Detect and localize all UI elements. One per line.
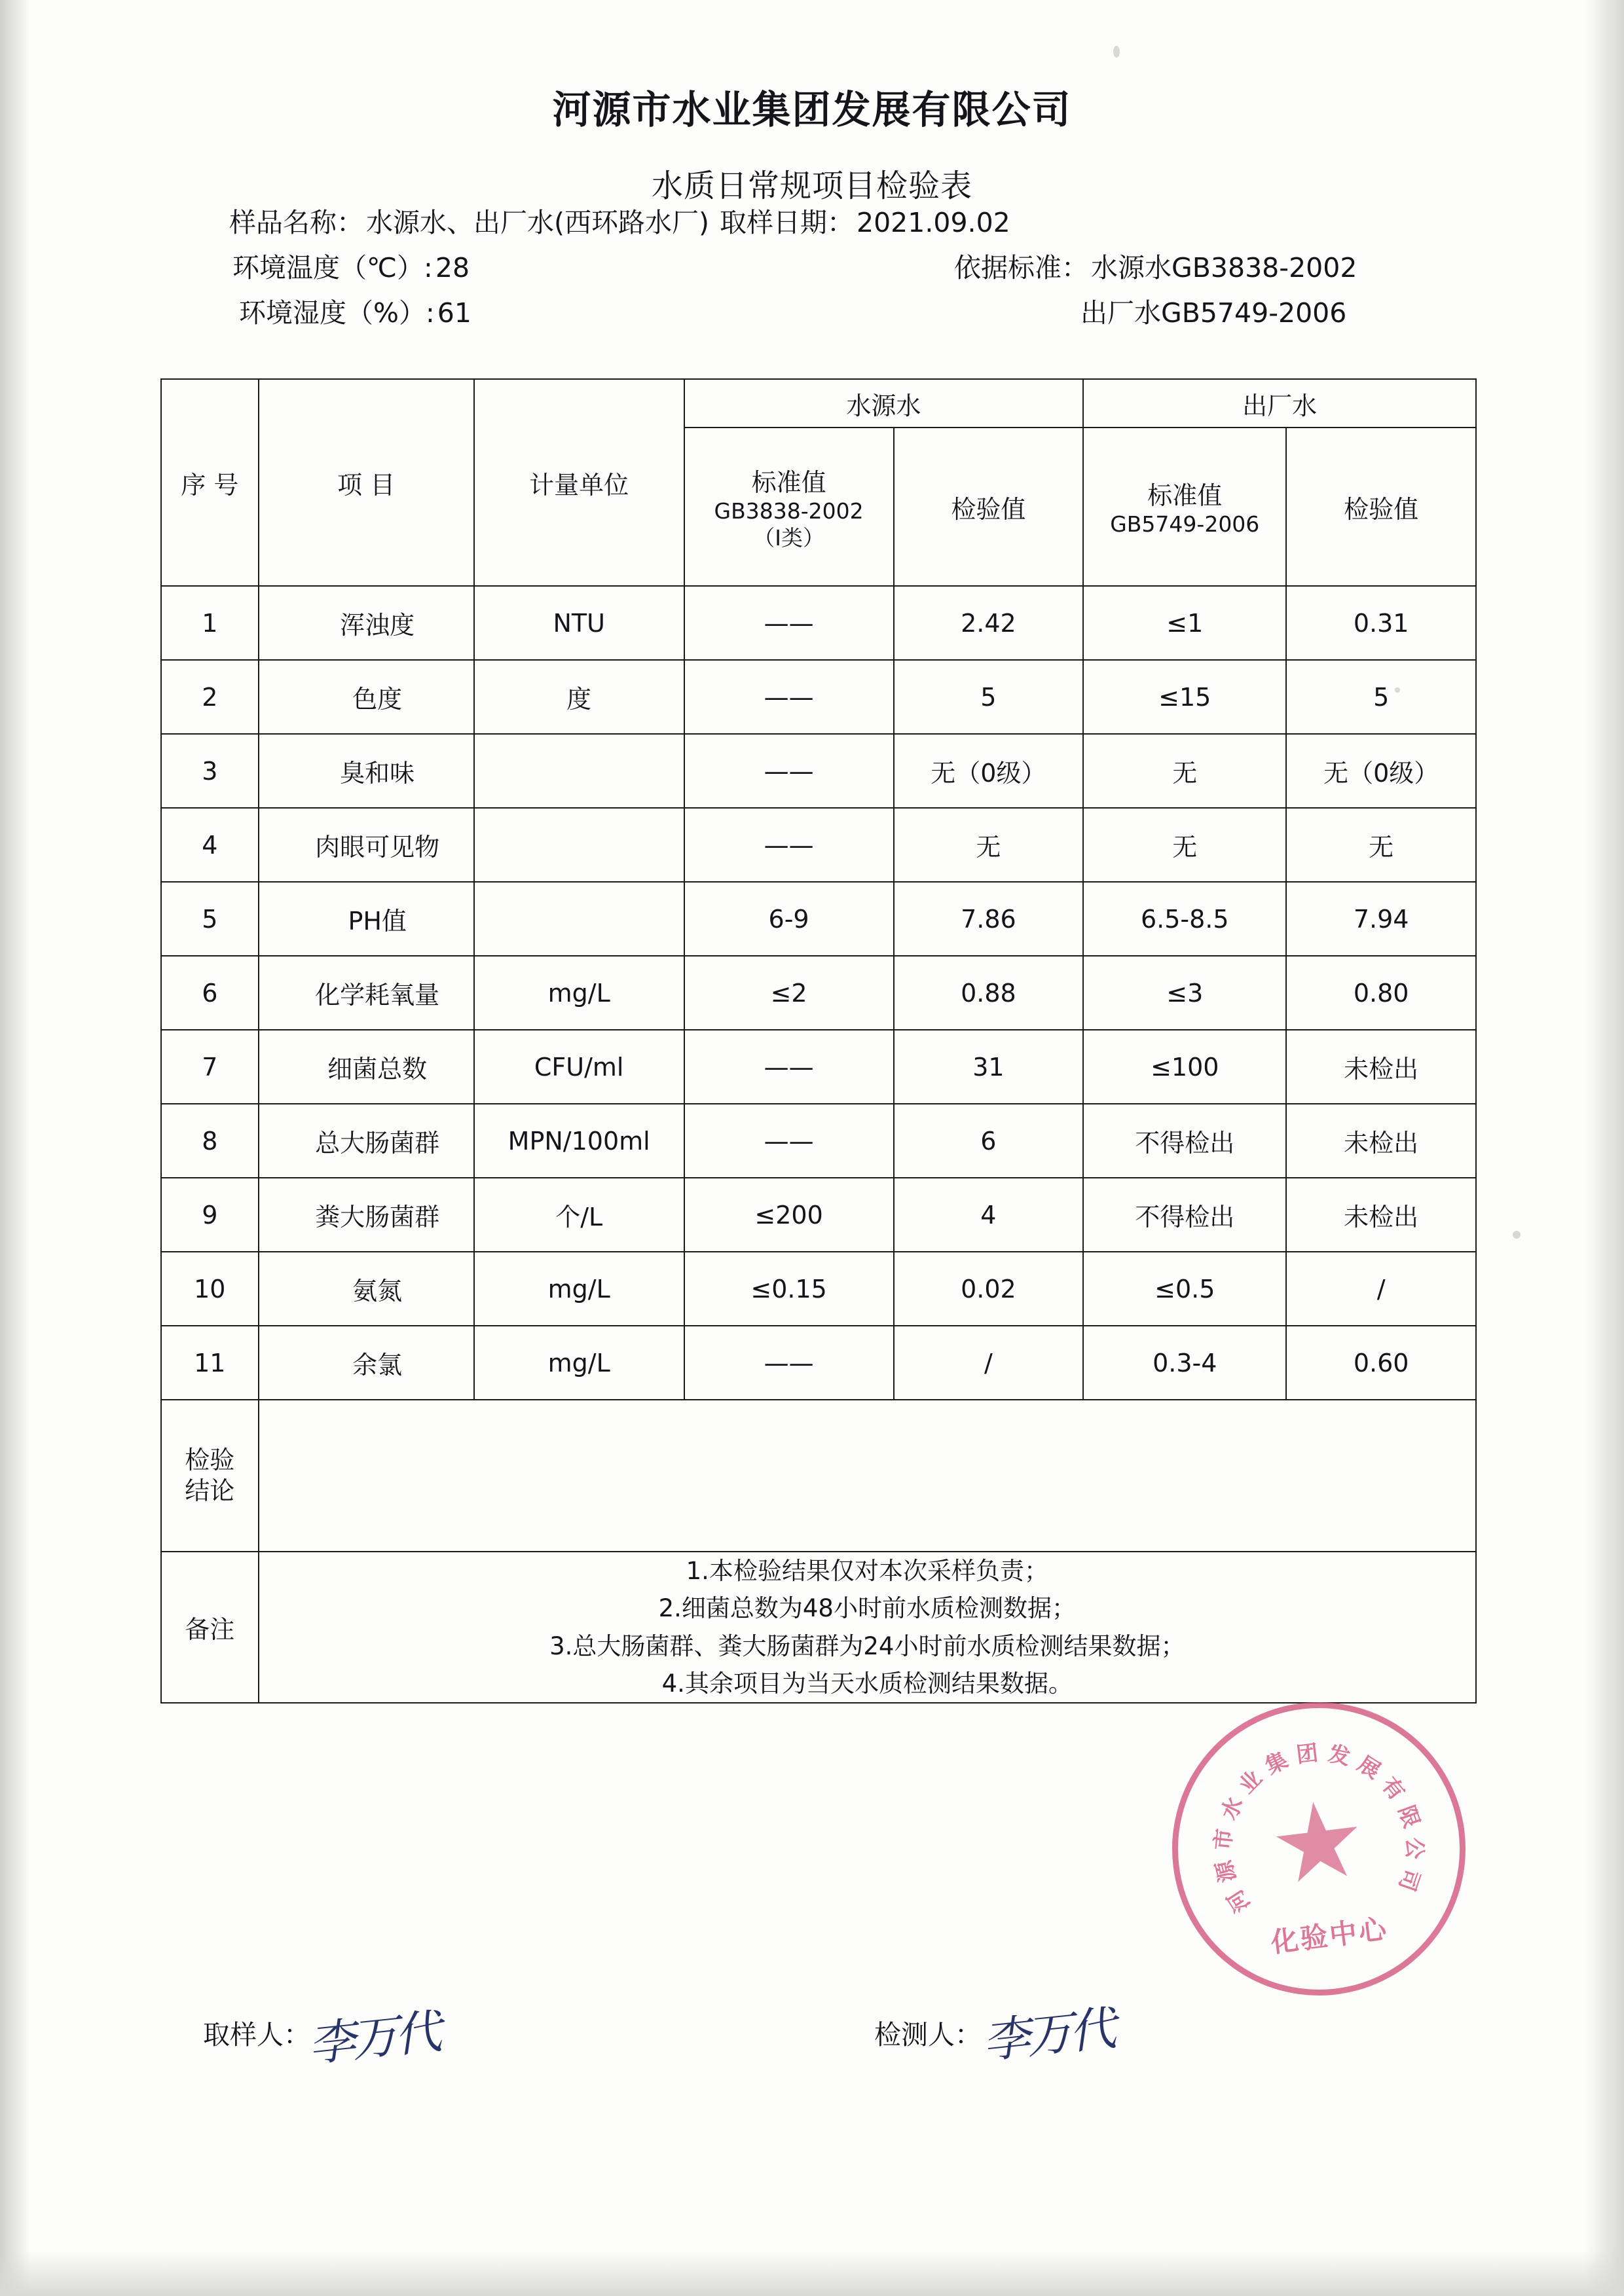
cell-val-plant: 无: [1286, 808, 1476, 882]
standard-label: 依据标准：: [954, 252, 1089, 283]
humidity-value: 61: [437, 297, 471, 329]
cell-val-plant: 0.60: [1286, 1326, 1476, 1400]
cell-no: 11: [161, 1326, 259, 1400]
cell-std-source: ——: [684, 734, 894, 808]
cell-val-source: 0.02: [894, 1252, 1084, 1326]
official-stamp: [1155, 1685, 1482, 2012]
cell-std-source: ≤0.15: [684, 1252, 894, 1326]
cell-std-source: ——: [684, 808, 894, 882]
cell-no: 2: [161, 660, 259, 734]
remark-line: 3.总大肠菌群、粪大肠菌群为24小时前水质检测结果数据；: [549, 1631, 1185, 1660]
table-row: [161, 734, 1476, 808]
cell-std-plant: 6.5-8.5: [1083, 882, 1286, 956]
sampling-date-value: 2021.09.02: [857, 207, 1010, 238]
cell-std-plant: ≤1: [1083, 586, 1286, 660]
table-row: [161, 1252, 1476, 1326]
table-row: [161, 586, 1476, 660]
cell-std-plant: 无: [1083, 734, 1286, 808]
sampling-date-label: 取样日期：: [720, 207, 854, 238]
company-title: 河源市水业集团发展有限公司: [552, 87, 1072, 132]
cell-std-source: ——: [684, 586, 894, 660]
header-std-plant-line1: 标准值: [1147, 481, 1223, 511]
cell-no: 7: [161, 1030, 259, 1104]
sample-name-label: 样品名称：: [229, 207, 363, 238]
table-row: [161, 1178, 1476, 1252]
cell-std-source: ≤200: [684, 1178, 894, 1252]
cell-item: PH值: [259, 882, 474, 956]
cell-val-plant: 7.94: [1286, 882, 1476, 956]
cell-val-source: 7.86: [894, 882, 1084, 956]
cell-val-plant: 5: [1286, 660, 1476, 734]
cell-unit: [474, 882, 684, 956]
cell-std-plant: 不得检出: [1083, 1104, 1286, 1178]
header-item: 项 目: [259, 379, 474, 586]
tester-label: 检测人：: [874, 2019, 982, 2050]
cell-item: 色度: [259, 660, 474, 734]
cell-std-plant: 不得检出: [1083, 1178, 1286, 1252]
table-row: [161, 1104, 1476, 1178]
cell-item: 余氯: [259, 1326, 474, 1400]
cell-std-plant: ≤0.5: [1083, 1252, 1286, 1326]
tester-signature: 李万代: [980, 2000, 1115, 2069]
remark-line: 4.其余项目为当天水质检测结果数据。: [661, 1669, 1073, 1698]
cell-unit: mg/L: [474, 1252, 684, 1326]
water-quality-table: [160, 378, 1477, 1704]
cell-no: 3: [161, 734, 259, 808]
report-meta: [216, 207, 1460, 345]
ambient-temp-value: 28: [435, 252, 470, 283]
cell-std-source: ——: [684, 1030, 894, 1104]
meta-row-temperature: [216, 252, 1460, 283]
cell-unit: [474, 808, 684, 882]
cell-unit: CFU/ml: [474, 1030, 684, 1104]
cell-item: 细菌总数: [259, 1030, 474, 1104]
scan-speck: [1513, 1231, 1521, 1239]
table-row: [161, 956, 1476, 1030]
stamp-center-text: 化验中心: [1268, 1912, 1390, 1959]
cell-unit: mg/L: [474, 956, 684, 1030]
scan-edge-right: [1585, 0, 1624, 2296]
conclusion-label-line1: 检验: [185, 1445, 235, 1474]
cell-item: 粪大肠菌群: [259, 1178, 474, 1252]
header-no: 序 号: [161, 379, 259, 586]
cell-unit: [474, 734, 684, 808]
table-row: [161, 660, 1476, 734]
cell-val-plant: 未检出: [1286, 1178, 1476, 1252]
stamp-ring-text: 河 源 市 水 业 集 团 发 展 有 限 公 司: [1209, 1740, 1428, 1918]
cell-val-source: 无: [894, 808, 1084, 882]
cell-no: 4: [161, 808, 259, 882]
conclusion-label-line2: 结论: [185, 1476, 235, 1505]
cell-std-plant: ≤3: [1083, 956, 1286, 1030]
table-row: [161, 1326, 1476, 1400]
cell-val-source: 无（0级）: [894, 734, 1084, 808]
cell-item: 总大肠菌群: [259, 1104, 474, 1178]
sample-name-value: 水源水、出厂水(西环路水厂): [366, 207, 709, 238]
cell-val-plant: 0.31: [1286, 586, 1476, 660]
cell-item: 化学耗氧量: [259, 956, 474, 1030]
cell-item: 臭和味: [259, 734, 474, 808]
cell-no: 6: [161, 956, 259, 1030]
cell-unit: 度: [474, 660, 684, 734]
scan-speck: [1113, 46, 1120, 58]
table-row: [161, 808, 1476, 882]
cell-std-source: ——: [684, 660, 894, 734]
cell-std-source: 6-9: [684, 882, 894, 956]
cell-std-plant: 0.3-4: [1083, 1326, 1286, 1400]
remark-row: [161, 1552, 1476, 1703]
meta-row-sample: [216, 207, 1460, 238]
header-std-source-line1: 标准值: [751, 468, 826, 498]
cell-item: 肉眼可见物: [259, 808, 474, 882]
scan-edge-left: [0, 0, 30, 2296]
remark-line: 2.细菌总数为48小时前水质检测数据；: [658, 1594, 1076, 1623]
header-std-plant-line2: GB5749-2006: [1110, 511, 1260, 538]
header-std-plant: [1083, 428, 1286, 586]
cell-val-source: 31: [894, 1030, 1084, 1104]
cell-no: 5: [161, 882, 259, 956]
remark-body: [259, 1552, 1476, 1703]
humidity-label: 环境湿度（%）:: [239, 297, 435, 329]
scan-edge-bottom: [0, 2250, 1624, 2296]
cell-unit: mg/L: [474, 1326, 684, 1400]
cell-std-source: ——: [684, 1326, 894, 1400]
header-std-source-line3: （Ⅰ类）: [753, 524, 824, 551]
cell-val-plant: 未检出: [1286, 1030, 1476, 1104]
header-group-source-water: 水源水: [684, 379, 1084, 428]
cell-val-source: 6: [894, 1104, 1084, 1178]
conclusion-row: [161, 1400, 1476, 1552]
cell-val-source: 5: [894, 660, 1084, 734]
cell-val-plant: 未检出: [1286, 1104, 1476, 1178]
header-val-plant: 检验值: [1286, 428, 1476, 586]
conclusion-label: [161, 1400, 259, 1552]
header-std-source-line2: GB3838-2002: [714, 498, 864, 524]
header-unit: 计量单位: [474, 379, 684, 586]
header-std-source: [684, 428, 894, 586]
cell-unit: NTU: [474, 586, 684, 660]
cell-item: 浑浊度: [259, 586, 474, 660]
table-row: [161, 882, 1476, 956]
cell-std-plant: ≤15: [1083, 660, 1286, 734]
cell-no: 8: [161, 1104, 259, 1178]
sampler-label: 取样人：: [203, 2019, 310, 2050]
cell-std-source: ≤2: [684, 956, 894, 1030]
cell-std-source: ——: [684, 1104, 894, 1178]
cell-no: 10: [161, 1252, 259, 1326]
table-row: [161, 1030, 1476, 1104]
cell-val-plant: 无（0级）: [1286, 734, 1476, 808]
cell-val-source: 2.42: [894, 586, 1084, 660]
cell-val-source: 4: [894, 1178, 1084, 1252]
standard-value-plant: 出厂水GB5749-2006: [1080, 297, 1347, 329]
cell-no: 9: [161, 1178, 259, 1252]
standard-value-source: 水源水GB3838-2002: [1091, 252, 1357, 283]
cell-std-plant: 无: [1083, 808, 1286, 882]
conclusion-value: [259, 1400, 1476, 1552]
cell-unit: 个/L: [474, 1178, 684, 1252]
cell-no: 1: [161, 586, 259, 660]
cell-val-source: 0.88: [894, 956, 1084, 1030]
remark-label: 备注: [161, 1552, 259, 1703]
cell-std-plant: ≤100: [1083, 1030, 1286, 1104]
meta-row-humidity: [216, 297, 1460, 329]
cell-val-plant: /: [1286, 1252, 1476, 1326]
table-group-header-row: [161, 379, 1476, 428]
cell-item: 氨氮: [259, 1252, 474, 1326]
sampler-signature: 李万代: [305, 2003, 441, 2073]
report-title: 水质日常规项目检验表: [651, 168, 972, 204]
cell-val-source: /: [894, 1326, 1084, 1400]
remark-line: 1.本检验结果仅对本次采样负责；: [686, 1557, 1048, 1585]
ambient-temp-label: 环境温度（℃）:: [232, 252, 433, 283]
cell-val-plant: 0.80: [1286, 956, 1476, 1030]
header-group-plant-water: 出厂水: [1083, 379, 1476, 428]
cell-unit: MPN/100ml: [474, 1104, 684, 1178]
header-val-source: 检验值: [894, 428, 1084, 586]
